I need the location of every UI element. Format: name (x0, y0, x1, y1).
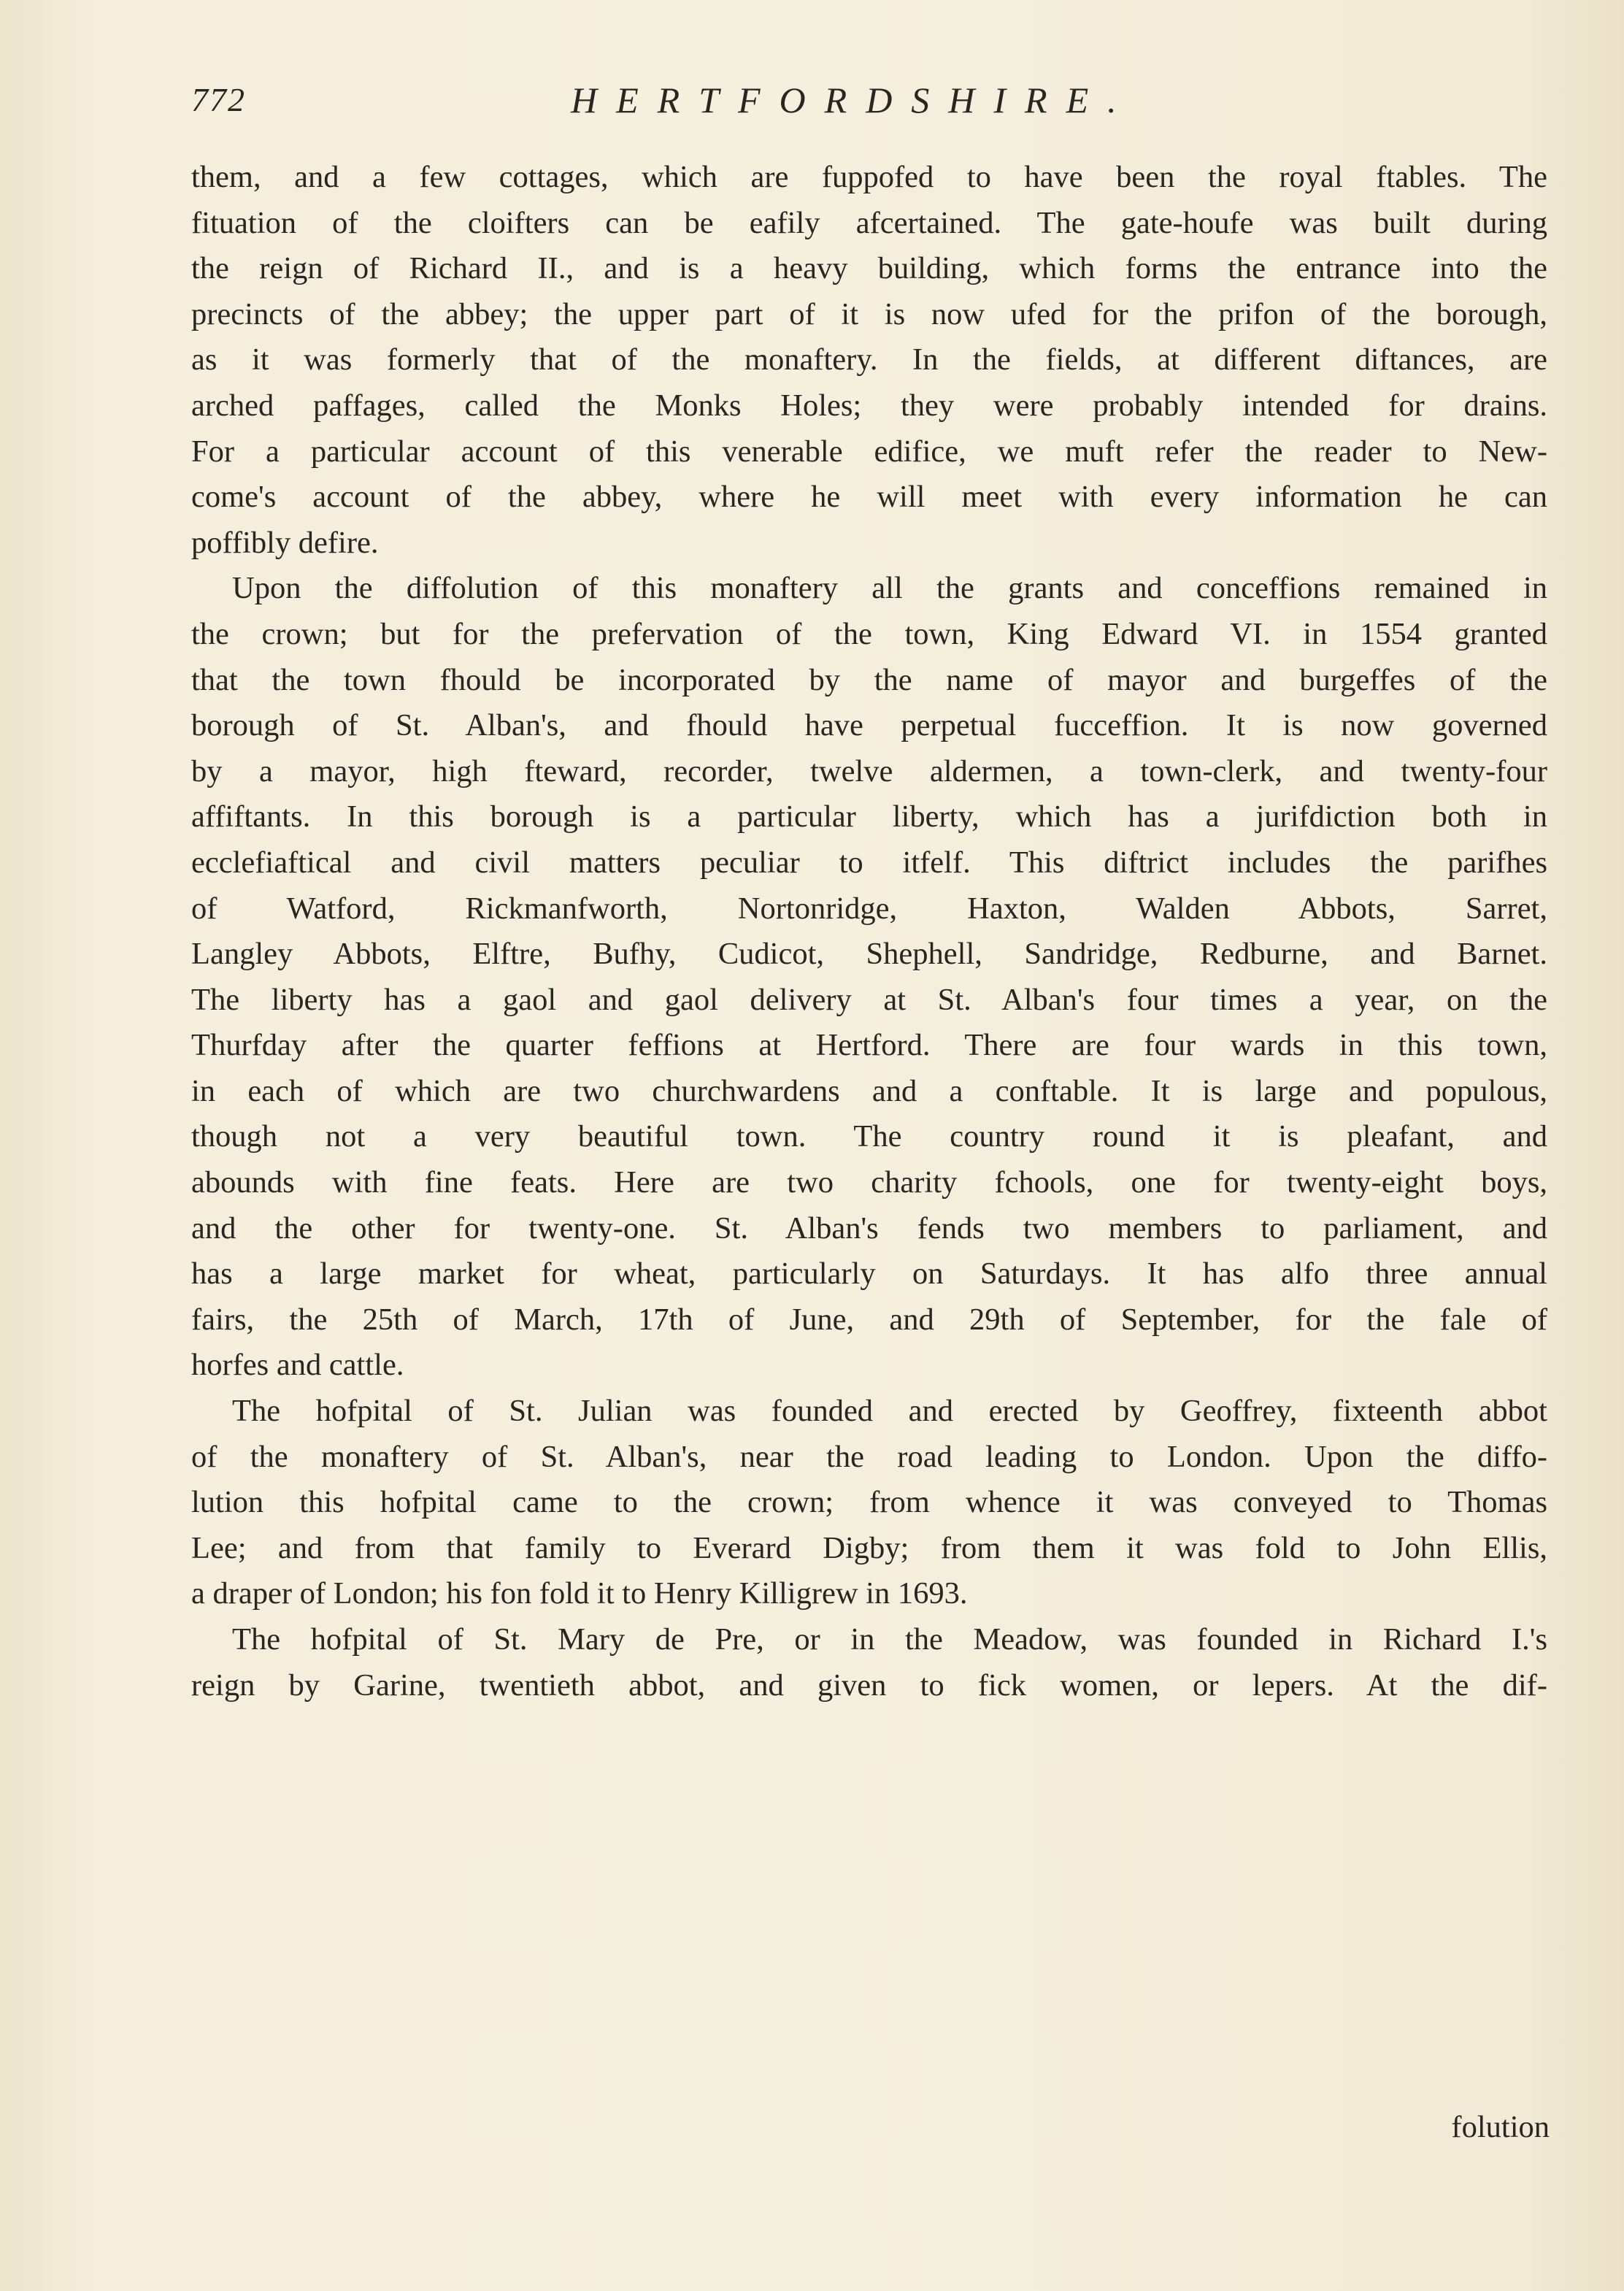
text-line: come's account of the abbey, where he will meet with every information he can (191, 480, 1547, 515)
text-line: though not a very beautiful town. The country round it is pleafant, and (191, 1119, 1547, 1154)
body-text (191, 155, 1547, 1708)
text-line: Thurfday after the quarter feffions at Hertford. There are four wards in this town, (191, 1028, 1547, 1063)
text-line: and the other for twenty-one. St. Alban's fends two members to parliament, and (191, 1210, 1547, 1246)
text-line: The liberty has a gaol and gaol delivery at St. Alban's four times a year, on the (191, 982, 1547, 1017)
text-line: lution this hofpital came to the crown; from whence it was conveyed to Thomas (191, 1485, 1547, 1520)
text-line: arched paffages, called the Monks Holes; they were probably intended for drains. (191, 388, 1547, 423)
text-line: as it was formerly that of the monaftery. In the fields, at different diftances, are (191, 342, 1547, 377)
text-line: of Watford, Rickmanfworth, Nortonridge, Haxton, Walden Abbots, Sarret, (191, 891, 1547, 926)
text-line: the reign of Richard II., and is a heavy building, which forms the entrance into the (191, 251, 1547, 286)
paragraph-start: The hofpital of St. Julian was founded and erected by Geoffrey, fixteenth abbot (232, 1394, 1547, 1429)
catchword: folution (1451, 2110, 1550, 2144)
text-line: a draper of London; his fon fold it to Henry Killigrew in 1693. (191, 1576, 968, 1611)
text-line: the crown; but for the prefervation of the town, King Edward VI. in 1554 granted (191, 616, 1547, 651)
text-line: by a mayor, high fteward, recorder, twelve aldermen, a town-clerk, and twenty-four (191, 753, 1547, 788)
text-line: borough of St. Alban's, and fhould have perpetual fucceffion. It is now governed (191, 708, 1547, 743)
running-title: HERTFORDSHIRE. (571, 80, 1136, 120)
text-line: precincts of the abbey; the upper part of it is now ufed for the prifon of the borough, (191, 296, 1547, 331)
paragraph-start: The hofpital of St. Mary de Pre, or in the Meadow, was founded in Richard I.'s (232, 1622, 1547, 1657)
text-line: Langley Abbots, Elftre, Bufhy, Cudicot, Shephell, Sandridge, Redburne, and Barnet. (191, 937, 1547, 972)
page-header (191, 73, 1542, 131)
text-line: fairs, the 25th of March, 17th of June, and 29th of September, for the fale of (191, 1302, 1547, 1337)
text-line: Lee; and from that family to Everard Digby; from them it was fold to John Ellis, (191, 1530, 1547, 1565)
text-line: abounds with fine feats. Here are two charity fchools, one for twenty-eight boys, (191, 1165, 1547, 1200)
text-line: horfes and cattle. (191, 1348, 404, 1383)
text-line: that the town fhould be incorporated by the name of mayor and burgeffes of the (191, 662, 1547, 697)
page-number: 772 (191, 81, 246, 118)
text-line: affiftants. In this borough is a particular liberty, which has a jurifdiction both in (191, 799, 1547, 834)
text-line: of the monaftery of St. Alban's, near the road leading to London. Upon the diffo- (191, 1439, 1547, 1474)
paragraph-start: Upon the diffolution of this monaftery all the grants and conceffions remained in (232, 571, 1547, 606)
text-line: them, and a few cottages, which are fuppofed to have been the royal ftables. The (191, 160, 1547, 194)
text-line: fituation of the cloifters can be eafily afcertained. The gate-houfe was built during (191, 205, 1547, 240)
text-line: poffibly defire. (191, 525, 379, 560)
text-line: ecclefiaftical and civil matters peculiar to itfelf. This diftrict includes the parifhes (191, 845, 1547, 880)
text-line: has a large market for wheat, particularly on Saturdays. It has alfo three annual (191, 1256, 1547, 1292)
text-line: For a particular account of this venerable edifice, we muft refer the reader to New- (191, 434, 1547, 469)
text-line: reign by Garine, twentieth abbot, and given to fick women, or lepers. At the dif- (191, 1668, 1547, 1703)
text-line: in each of which are two churchwardens and a conftable. It is large and populous, (191, 1073, 1547, 1108)
